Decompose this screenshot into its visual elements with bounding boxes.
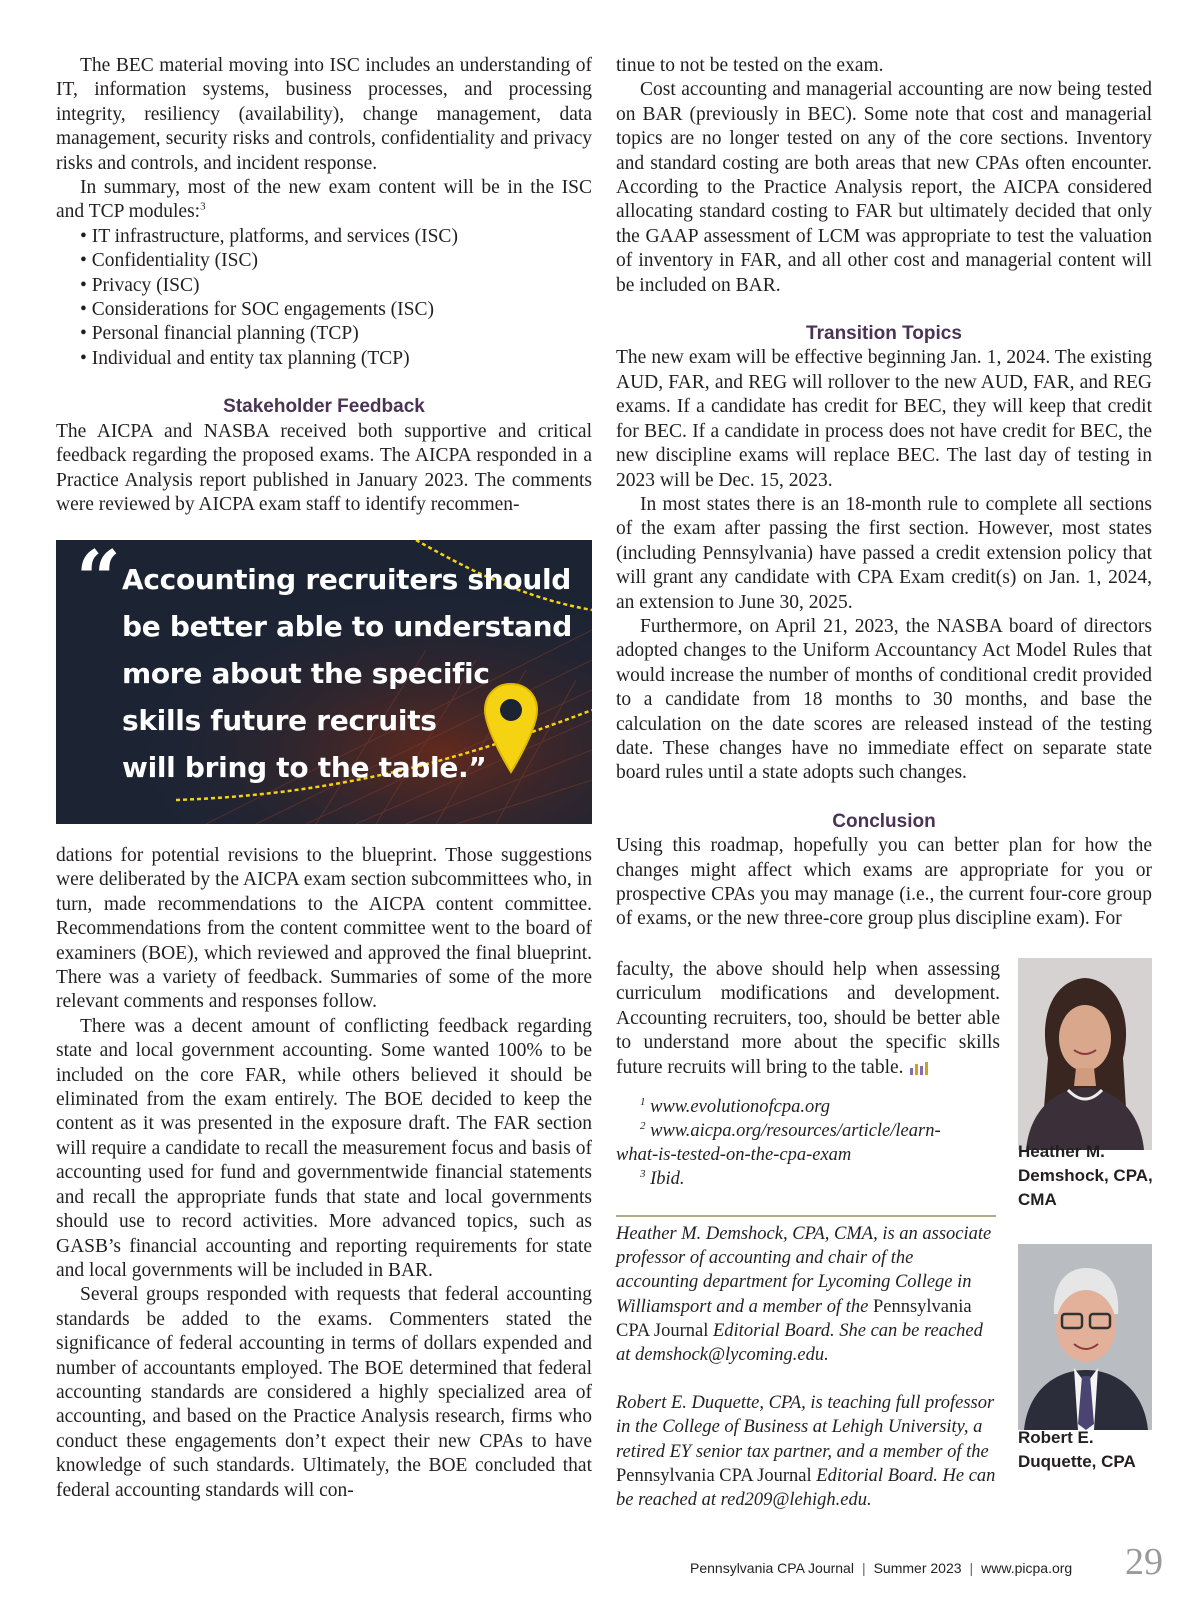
footnote-2: $^2$ www.aicpa.org/resources/article/learn-: [640, 1119, 941, 1141]
quote-line: more about the specific: [122, 657, 490, 690]
paragraph-government-accounting: There was a decent amount of conflicting feedback regarding state and local government accounting. Some wanted 100% to be included on the core FAR, while others believed it should be eliminated from the exam entirely. The BOE decided to keep the content as it was presented in the exposure draft. The FAR section will require a candidate to recall the measurement focus and basis of accounting used for fund and governmentwide financial statements and recall the appropriate funds that state and local governments should use to record activities. More advanced topics, such as GASB’s financial accounting and reporting requirements for state and local governments will be included in BAR.: [56, 1015, 592, 1281]
heading-conclusion: Conclusion: [832, 810, 936, 832]
right-column-conclusion-narrow: [616, 958, 1000, 1080]
paragraph-summary: In summary, most of the new exam content will be in the ISC and TCP modules:$^3$: [56, 177, 592, 223]
footer-site[interactable]: www.picpa.org: [981, 1560, 1073, 1576]
paragraph-feedback: The AICPA and NASBA received both supportive and critical feedback regarding the proposed exams. The AICPA responded in a Practice Analysis report published in January 2023. The comments were reviewed by AICPA exam staff to identify recommen-: [56, 420, 592, 515]
paragraph-18-month-rule: In most states there is an 18-month rule to complete all sections of the exam after passing the first section. However, most states (including Pennsylvania) have passed a credit extension policy that will grant any candidate with CPA Exam credit(s) on Jan. 1, 2024, an extension to June 30, 2025.: [616, 493, 1152, 613]
bullet-list: [56, 225, 592, 371]
paragraph-continue: tinue to not be tested on the exam.: [616, 55, 884, 76]
quote-line: be better able to understand: [122, 610, 573, 643]
heading-stakeholder-feedback: Stakeholder Feedback: [223, 396, 425, 418]
paragraph-conclusion: Using this roadmap, hopefully you can better plan for how the changes might affect which exams are appropriate for you or prospective CPAs you may manage (i.e., the current four-core group of exams, or the new three-core group plus discipline exam). For: [616, 835, 1152, 930]
pull-quote-text: [122, 556, 582, 791]
left-column-bottom: [56, 844, 592, 1503]
footnote-ref-3: 3: [200, 200, 206, 213]
page-number: 29: [1125, 1541, 1163, 1583]
bio-demshock: Heather M. Demshock, CPA, CMA, is an associate professor of accounting and chair of the accounting department for Lycoming College in Williamsport and a member of the Pennsylvania CPA Journal Editorial Board. She can be reached at demshock@lycoming.edu.: [616, 1224, 992, 1366]
quote-line: Accounting recruiters should: [122, 563, 572, 596]
list-item: • IT infrastructure, platforms, and services (ISC): [80, 225, 458, 247]
paragraph-recommendations: dations for potential revisions to the blueprint. Those suggestions were deliberated by the AICPA exam section subcommittees who, in turn, made recommendations to the AICPA content committee. Recommendations from the content committee went to the board of examiners (BOE), which reviewed and approved the final blueprint. There was a variety of feedback. Summaries of some of the more relevant comments and responses follow.: [56, 845, 592, 1013]
paragraph-conclusion-cont: faculty, the above should help when assessing curriculum modifications and development. Accounting recruiters, too, should be better able to understand more about the specific skills future recruits will bring to the table.: [616, 959, 1000, 1078]
caption-duquette: Robert E. Duquette, CPA: [1018, 1428, 1136, 1471]
page-footer: Pennsylvania CPA Journal | Summer 2023 | www.picpa.org: [690, 1560, 1073, 1576]
list-item: • Confidentiality (ISC): [80, 250, 258, 272]
caption-demshock: Heather M. Demshock, CPA, CMA: [1018, 1142, 1153, 1209]
quote-line: will bring to the table.”: [122, 751, 487, 784]
heading-transition-topics: Transition Topics: [806, 323, 962, 345]
pull-quote-box: [56, 540, 592, 824]
author-bios: [616, 1222, 996, 1512]
author-photo-demshock: [1018, 958, 1152, 1150]
list-item: • Privacy (ISC): [80, 274, 200, 296]
journal-logo-icon: [908, 1060, 930, 1076]
paragraph-nasba-changes: Furthermore, on April 21, 2023, the NASBA board of directors adopted changes to the Uniform Accountancy Act Model Rules that would increase the number of months of conditional credit provided to a candidate from 18 months to 30 months, and base the calculation on the date scores are released instead of the testing date. These changes have no immediate effect on separate state board rules until a state adopts such changes.: [616, 615, 1152, 784]
footer-issue: Summer 2023: [873, 1560, 962, 1576]
author-photo-duquette: [1018, 1244, 1152, 1430]
quote-mark: “: [76, 540, 121, 625]
footnote-3: $^3$ Ibid.: [640, 1167, 685, 1189]
footnote-2-cont: what-is-tested-on-the-cpa-exam: [616, 1145, 852, 1165]
footer-journal: Pennsylvania CPA Journal: [690, 1560, 854, 1576]
paragraph-effective-date: The new exam will be effective beginning Jan. 1, 2024. The existing AUD, FAR, and REG will rollover to the new AUD, FAR, and REG exams. If a candidate has credit for BEC, they will keep that credit for BEC. If a candidate in process does not have credit for BEC, the new discipline exams will replace BEC. The last day of testing in 2023 will be Dec. 15, 2023.: [616, 347, 1152, 491]
paragraph-federal-accounting: Several groups responded with requests that federal accounting standards be added to the exams. Commenters stated the significance of federal accounting in terms of dollars expended and number of accountants employed. The BOE determined that federal accounting standards are considered a highly specialized area of accounting, and based on the Practice Analysis research, firms who conduct these engagements don’t expect their new CPAs to have knowledge of such standards. Ultimately, the BOE concluded that federal accounting standards will con-: [56, 1284, 592, 1501]
left-column-top: [56, 54, 592, 524]
quote-line: skills future recruits: [122, 704, 437, 737]
list-item: • Individual and entity tax planning (TCP): [80, 347, 410, 369]
divider-rule: [616, 1215, 996, 1217]
footnote-1: $^1$ www.evolutionofcpa.org: [640, 1095, 830, 1117]
list-item: • Considerations for SOC engagements (ISC): [80, 299, 434, 321]
bio-duquette: Robert E. Duquette, CPA, is teaching full professor in the College of Business at Lehigh University, a retired EY senior tax partner, and a member of the Pennsylvania CPA Journal Editorial Board. He can be reached at red209@lehigh.edu.: [616, 1393, 996, 1511]
right-column-top: [616, 54, 1152, 932]
footnotes: [616, 1095, 1006, 1191]
paragraph-cost-accounting: Cost accounting and managerial accounting are now being tested on BAR (previously in BEC). Some note that cost and managerial topics are no longer tested on any of the core sections. Inventory and standard costing are both areas that new CPAs often encounter. According to the Practice Analysis report, the AICPA considered allocating standard costing to FAR but ultimately decided that only the GAAP assessment of LCM was appropriate to test the valuation of inventory in FAR, and all other cost and managerial content will be included on BAR.: [616, 79, 1152, 296]
list-item: • Personal financial planning (TCP): [80, 323, 359, 345]
paragraph-bec-isc: The BEC material moving into ISC includes an understanding of IT, information systems, business processes, and processing integrity, resiliency (availability), change management, data management, security risks and controls, confidentiality and privacy risks and controls, and incident response.: [56, 55, 592, 174]
